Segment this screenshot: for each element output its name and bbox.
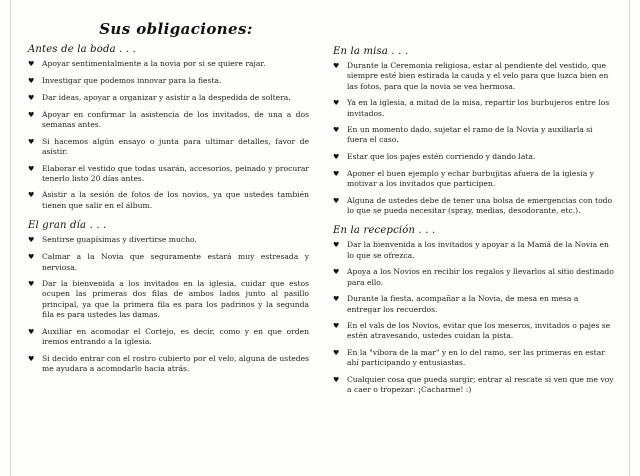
list-item-text: Si hacemos algún ensayo o junta para ultimar detalles, favor de asistir. [42, 136, 309, 157]
heart-bullet-icon: ♥ [28, 280, 35, 289]
heart-bullet-icon: ♥ [333, 348, 340, 357]
page-title: Sus obligaciones: [99, 20, 253, 38]
section-el-gran-dia [26, 220, 309, 374]
list-item-text: Auxiliar en acomodar el Cortejo, es decir, como y en que orden iremos entrando a la iglesia. [42, 326, 309, 347]
heart-bullet-icon: ♥ [28, 77, 35, 85]
list-item [331, 348, 614, 369]
list-item-text: Aponer el buen ejemplo y echar burbujitas afuera de la iglesia y motivar a los invitados que participen. [347, 168, 594, 189]
heart-bullet-icon: ♥ [333, 268, 340, 277]
list-item-text: Sentirse guapísimas y divertirse mucho. [42, 235, 197, 245]
heart-bullet-icon: ♥ [28, 354, 35, 363]
list-item-text: En un momento dado, sujetar el ramo de la Novia y auxiliarla si fuera el caso. [347, 125, 593, 145]
list-item-text: Calmar a la Novia que seguramente estará muy estresada y nerviosa. [42, 252, 309, 272]
heart-bullet-icon: ♥ [28, 111, 35, 119]
heart-bullet-icon: ♥ [333, 62, 340, 70]
list-item [26, 279, 309, 321]
section-en-la-recepcion [331, 225, 614, 395]
list-item-text: Cualquier cosa que pueda surgir; entrar al rescate si ven que me voy a caer o tropezar: ¡Cacharme! :) [347, 374, 614, 394]
list-item-text: Si decido entrar con el rostro cubierto por el velo, alguna de ustedes me ayudara a acomodarlo hacia atrás. [42, 353, 309, 373]
heart-bullet-icon: ♥ [333, 169, 340, 178]
list-item [331, 169, 614, 190]
list-item [26, 327, 309, 348]
list-item [26, 190, 309, 211]
list-item-text: Asistir a la sesión de fotos de los novios, ya que ustedes también tienen que salir en el álbum. [42, 190, 309, 210]
section-item-list [331, 61, 614, 216]
section-heading: En la recepción . . . [333, 225, 436, 237]
heart-bullet-icon: ♥ [333, 196, 340, 205]
list-item [331, 152, 614, 163]
heart-bullet-icon: ♥ [28, 191, 35, 200]
heart-bullet-icon: ♥ [333, 152, 340, 161]
list-item [26, 137, 309, 158]
list-item-text: Dar ideas, apoyar a organizar y asistir a la despedida de soltera. [42, 93, 291, 102]
heart-bullet-icon: ♥ [333, 295, 340, 304]
heart-bullet-icon: ♥ [333, 241, 340, 250]
section-heading: En la misa . . . [333, 46, 409, 57]
list-item-text: Ya en la iglesia, a mitad de la misa, repartir los burbujeros entre los invitados. [347, 98, 610, 118]
section-en-la-misa [331, 46, 614, 216]
list-item-text: Apoyar en confirmar la asistencia de los invitados, de una a dos semanas antes. [42, 110, 309, 130]
list-item [331, 98, 614, 119]
list-item-text: Alguna de ustedes debe de tener una bolsa de emergencias con todo lo que se pueda necesitar (spray, medias, desodorante, etc.). [347, 195, 613, 216]
heart-bullet-icon: ♥ [28, 327, 35, 336]
heart-bullet-icon: ♥ [333, 99, 340, 108]
list-item-text: Elaborar el vestido que todas usarán, accesorios, peinado y procurar tenerlo listo 20 días antes. [42, 163, 309, 184]
list-item [26, 76, 309, 87]
section-heading: El gran día . . . [28, 220, 107, 232]
list-item [26, 235, 309, 246]
content-columns [26, 44, 614, 401]
heart-bullet-icon: ♥ [28, 94, 35, 102]
list-item-text: En el vals de los Novios, evitar que los meseros, invitados o pajes se estén atravesando, ustedes cuidan la pista. [347, 320, 611, 341]
list-item [331, 240, 614, 261]
heart-bullet-icon: ♥ [28, 253, 35, 262]
list-item-text: Estar que los pajes estén corriendo y dando lata. [347, 151, 536, 161]
list-item [26, 354, 309, 375]
list-item [331, 267, 614, 288]
heart-bullet-icon: ♥ [333, 375, 340, 384]
list-item-text: Durante la fiesta, acompañar a la Novia, de mesa en mesa a entregar los recuerdos. [347, 294, 579, 314]
left-column [26, 44, 309, 380]
heart-bullet-icon: ♥ [28, 137, 35, 146]
list-item [26, 110, 309, 131]
right-column [331, 44, 614, 401]
section-heading: Antes de la boda . . . [28, 44, 137, 55]
section-antes-de-la-boda [26, 44, 309, 211]
list-item [331, 61, 614, 92]
section-item-list [331, 240, 614, 395]
list-item [26, 252, 309, 273]
list-item [26, 164, 309, 185]
list-item [331, 196, 614, 217]
list-item [331, 375, 614, 396]
list-item-text: Dar la bienvenida a los invitados y apoyar a la Mamá de la Novia en lo que se ofrezca. [347, 240, 609, 260]
page-left-rule [10, 0, 11, 476]
list-item-text: Apoya a los Novios en recibir los regalos y llevarlos al sitio destinado para ello. [347, 267, 614, 287]
heart-bullet-icon: ♥ [333, 321, 340, 330]
list-item [331, 125, 614, 146]
list-item-text: Durante la Ceremonia religiosa, estar al pendiente del vestido, que siempre esté bien estirada la cauda y el velo para que luzca bien en las fotos, para que la novia se vea hermosa. [347, 61, 609, 91]
heart-bullet-icon: ♥ [28, 164, 35, 173]
section-item-list [26, 235, 309, 374]
list-item-text: Apoyar sentimentalmente a la novia por si se quiere rajar. [42, 59, 266, 68]
list-item [331, 321, 614, 342]
list-item-text: Dar la bienvenida a los invitados en la iglesia, cuidar que estos ocupen las primeras dos filas de ambos lados junto al pasillo principal, ya que la primera fila es para los padrinos y la segunda fila es para ustedes las damas. [42, 279, 309, 320]
heart-bullet-icon: ♥ [28, 236, 35, 245]
list-item [331, 294, 614, 315]
heart-bullet-icon: ♥ [28, 60, 35, 68]
heart-bullet-icon: ♥ [333, 126, 340, 135]
page-right-rule [629, 0, 630, 476]
list-item-text: En la "víbora de la mar" y en lo del ramo, ser las primeras en estar ahí participando y entusiastas. [347, 347, 605, 368]
list-item [26, 59, 309, 70]
section-item-list [26, 59, 309, 211]
list-item-text: Investigar que podemos innovar para la fiesta. [42, 76, 222, 85]
list-item [26, 93, 309, 104]
